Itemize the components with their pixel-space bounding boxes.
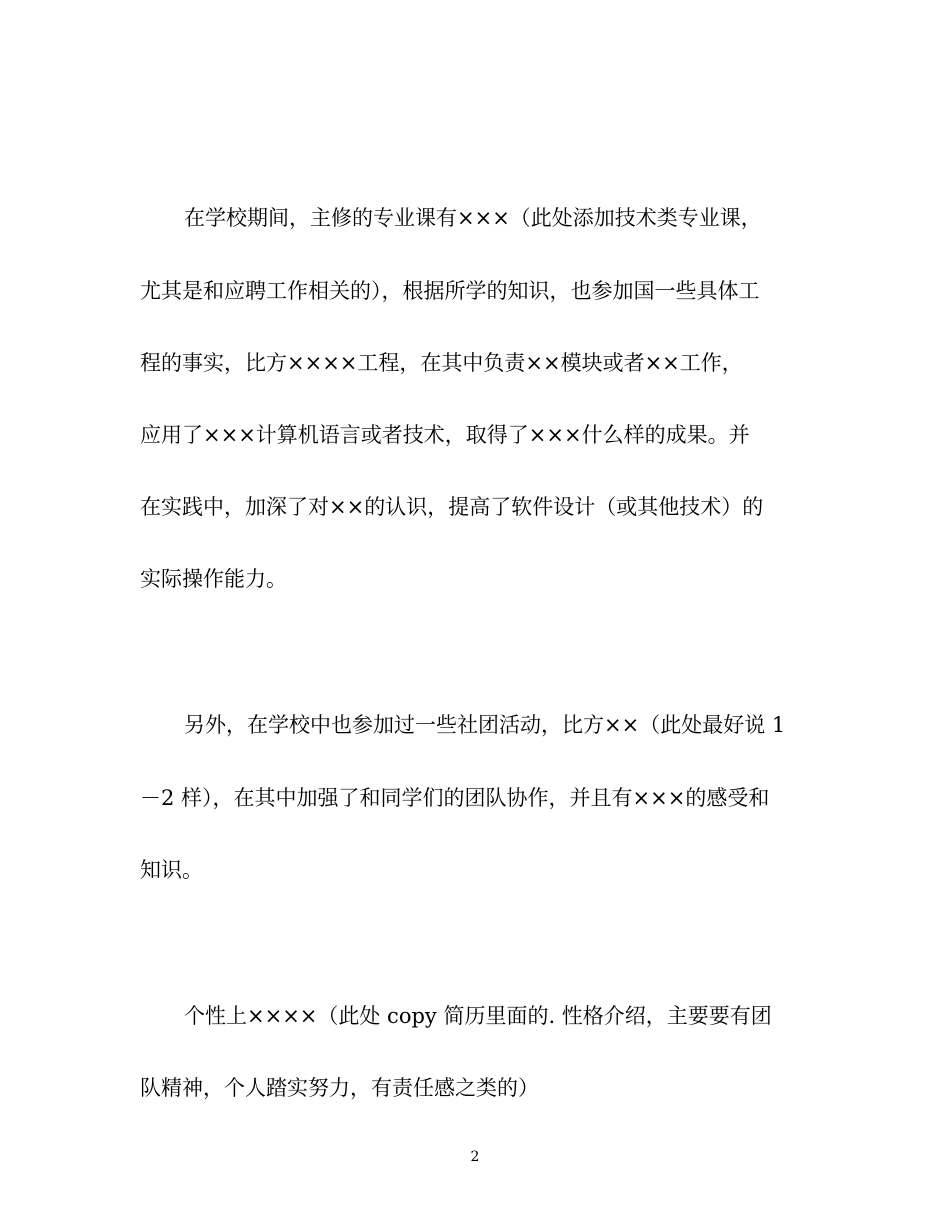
paragraph-line: 在实践中，加深了对××的认识，提高了软件设计（或其他技术）的 [140,495,764,519]
paragraph-line: 在学校期间，主修的专业课有×××（此处添加技术类专业课， [184,206,762,230]
paragraph-line: 另外，在学校中也参加过一些社团活动，比方××（此处最好说 1 [184,713,786,737]
paragraph-line: 队精神，个人踏实努力，有责任感之类的） [140,1076,539,1100]
paragraph-line: 程的事实，比方××××工程，在其中负责××模块或者××工作， [140,351,743,375]
paragraph-line: －2 样），在其中加强了和同学们的团队协作，并且有×××的感受和 [140,786,770,810]
paragraph-line: 实际操作能力。 [140,567,287,591]
page-number: 2 [470,1149,480,1165]
paragraph-line: 应用了×××计算机语言或者技术，取得了×××什么样的成果。并 [140,423,750,447]
paragraph-line: 尤其是和应聘工作相关的），根据所学的知识，也参加国一些具体工 [140,279,760,303]
paragraph-line: 个性上××××（此处 copy 简历里面的. 性格介绍，主要要有团 [184,1004,772,1028]
paragraph-line: 知识。 [140,858,203,882]
